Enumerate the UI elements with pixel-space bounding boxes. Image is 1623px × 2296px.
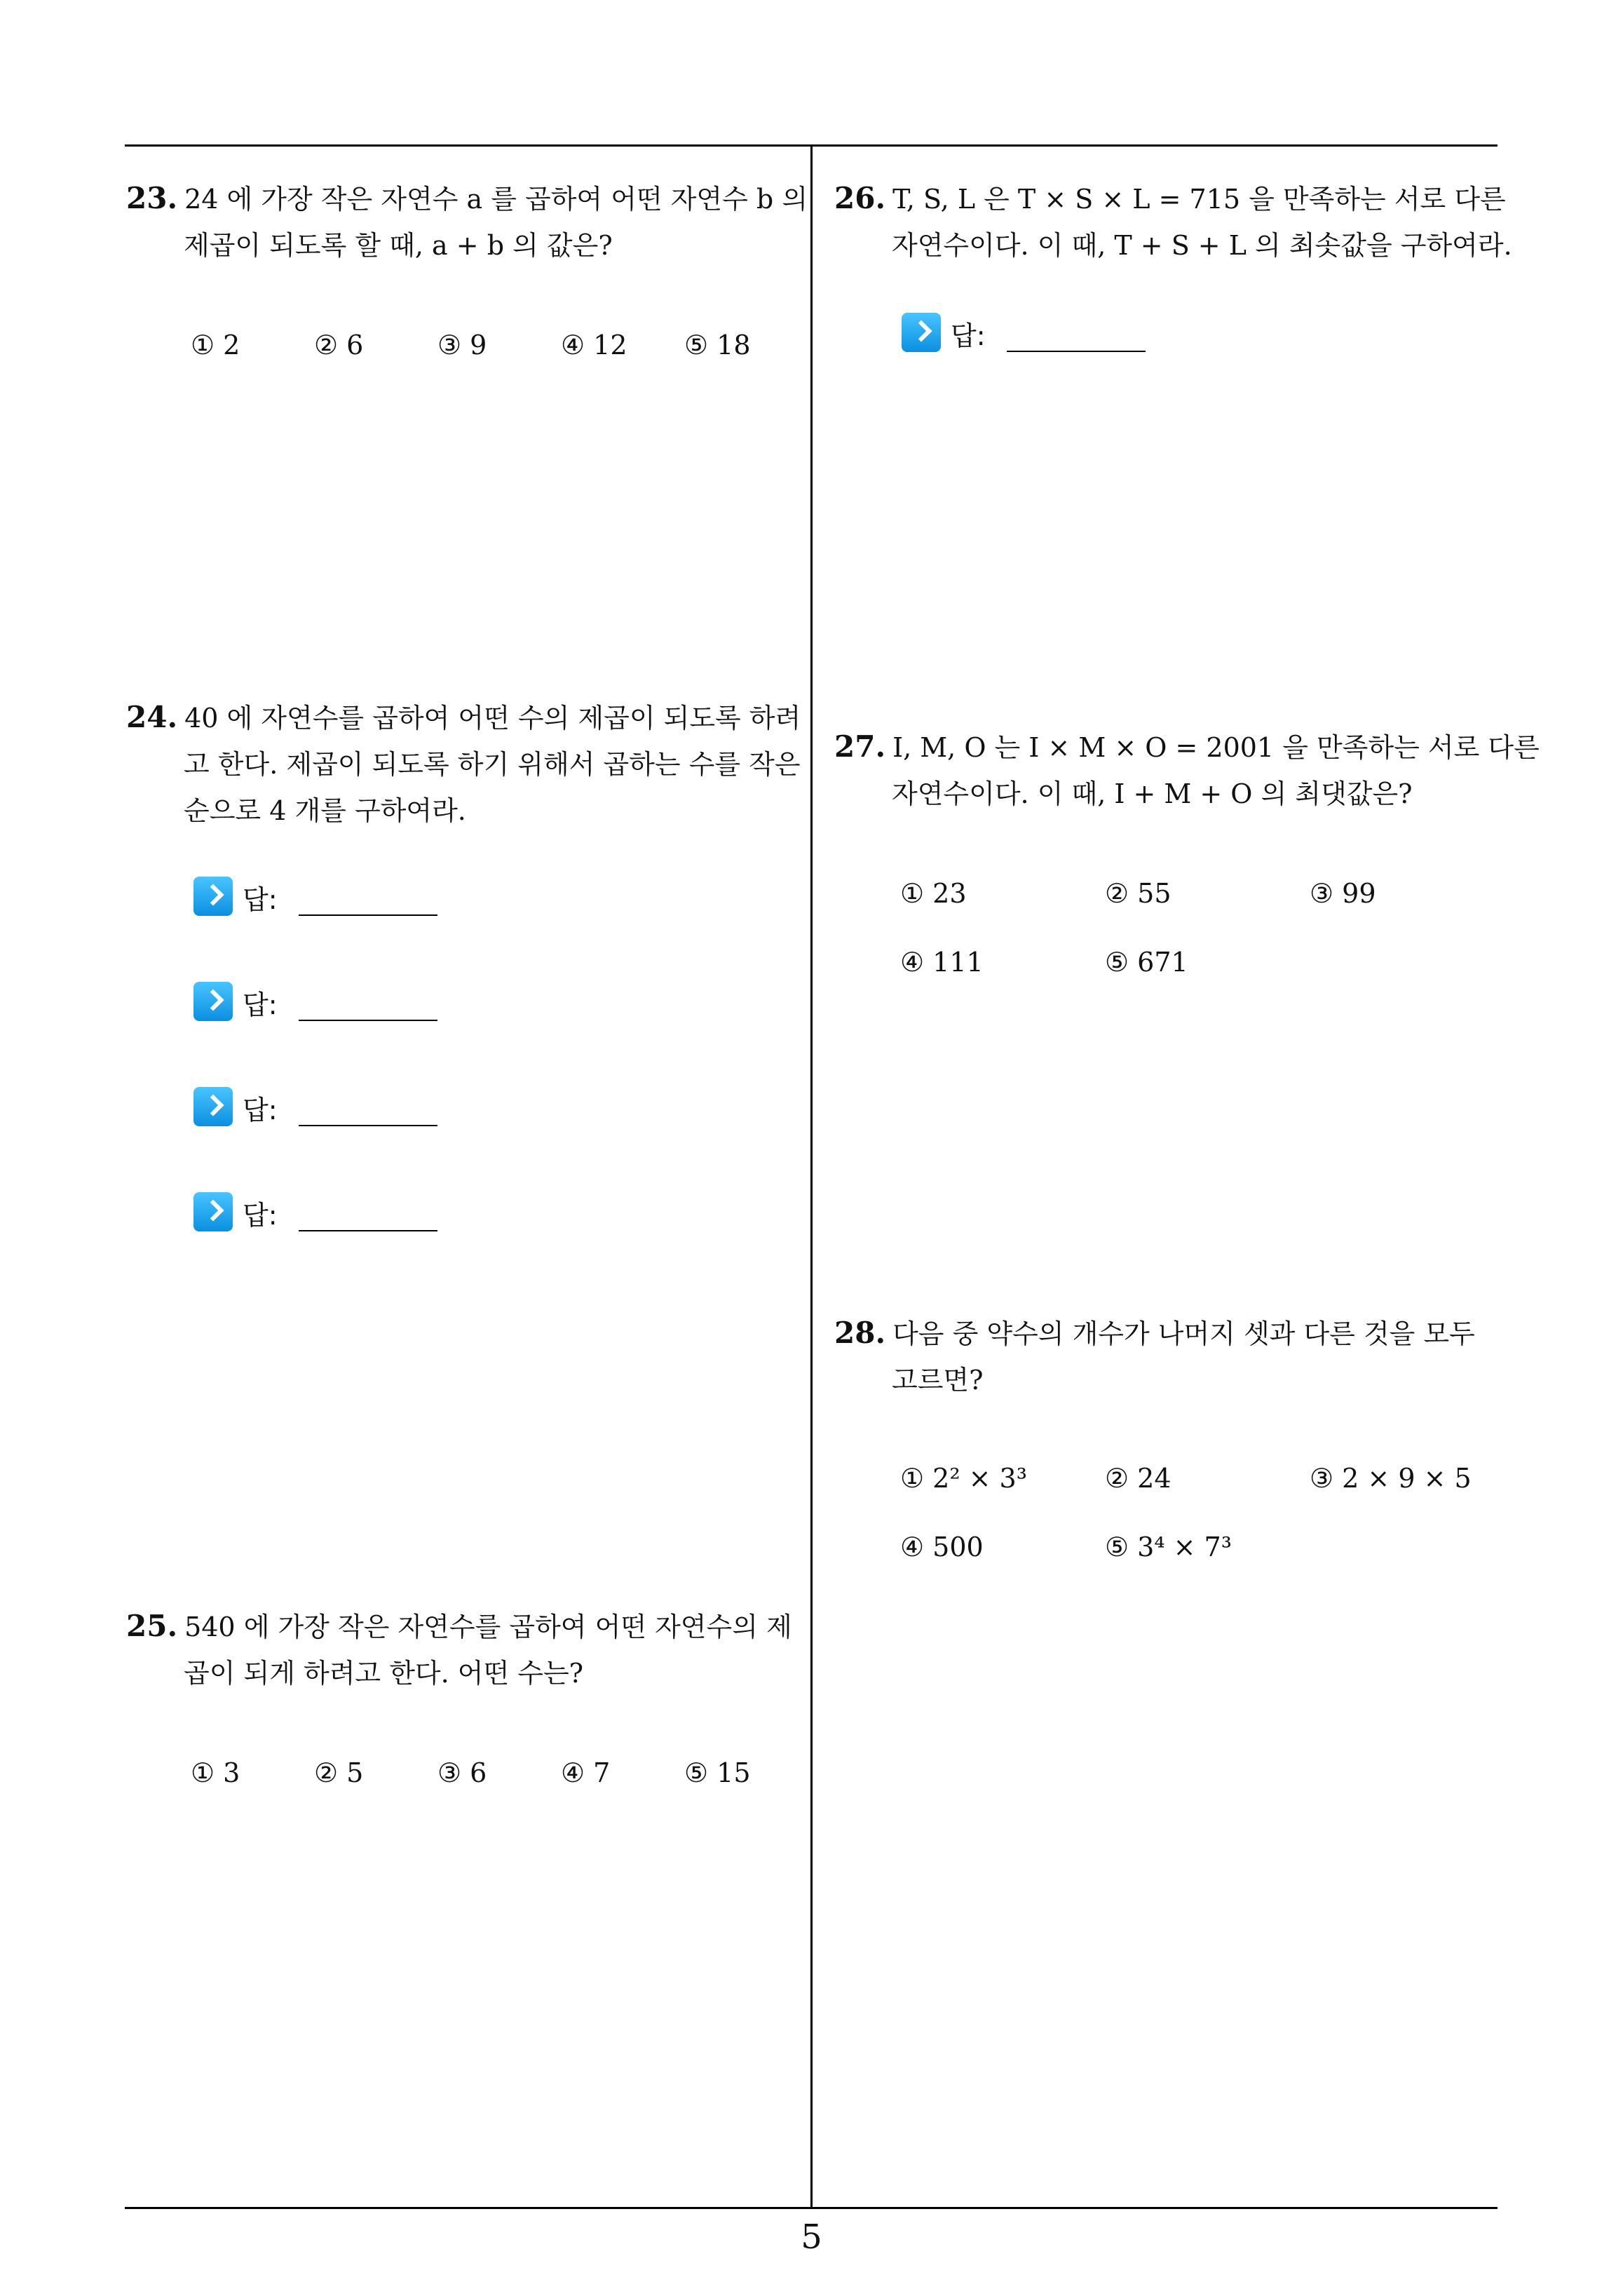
question-text: 고르면? bbox=[892, 1365, 984, 1396]
question-number: 24. bbox=[126, 700, 178, 734]
chevron-right-icon bbox=[902, 313, 941, 352]
page-number: 5 bbox=[801, 2217, 822, 2257]
question-text: 순으로 4 개를 구하여라. bbox=[184, 795, 466, 826]
choice-5[interactable]: ⑤ 18 bbox=[684, 330, 751, 360]
question-number: 26. bbox=[834, 181, 886, 215]
answer-field-24-1[interactable] bbox=[193, 872, 446, 921]
answer-label: 답: bbox=[243, 884, 278, 915]
choice-4[interactable]: ④ 500 bbox=[900, 1532, 984, 1562]
question-number: 23. bbox=[126, 181, 178, 215]
question-text: 제곱이 되도록 할 때, a + b 의 값은? bbox=[184, 230, 613, 261]
question-text: 24 에 가장 작은 자연수 a 를 곱하여 어떤 자연수 b 의 bbox=[184, 184, 808, 215]
choice-1[interactable]: ① 23 bbox=[900, 878, 967, 909]
question-24 bbox=[126, 694, 801, 834]
question-23 bbox=[126, 175, 808, 269]
choice-2[interactable]: ② 6 bbox=[314, 330, 364, 360]
question-text: I, M, O 는 I × M × O = 2001 을 만족하는 서로 다른 bbox=[892, 732, 1540, 763]
choice-4[interactable]: ④ 7 bbox=[561, 1757, 611, 1788]
choice-2[interactable]: ② 5 bbox=[314, 1757, 364, 1788]
question-text: 고 한다. 제곱이 되도록 하기 위해서 곱하는 수를 작은 bbox=[184, 749, 801, 780]
answer-field-24-4[interactable] bbox=[193, 1188, 446, 1237]
answer-blank[interactable] bbox=[1007, 351, 1146, 352]
question-28 bbox=[834, 1310, 1475, 1403]
question-text: 40 에 자연수를 곱하여 어떤 수의 제곱이 되도록 하려 bbox=[184, 703, 801, 734]
answer-label: 답: bbox=[243, 990, 278, 1020]
choice-3[interactable]: ③ 6 bbox=[437, 1757, 487, 1788]
chevron-right-icon bbox=[193, 877, 233, 916]
question-27 bbox=[834, 724, 1540, 817]
answer-label: 답: bbox=[951, 320, 986, 351]
choice-1[interactable]: ① 2² × 3³ bbox=[900, 1463, 1027, 1494]
answer-field-24-2[interactable] bbox=[193, 978, 446, 1027]
choice-1[interactable]: ① 3 bbox=[191, 1757, 240, 1788]
answer-field-26[interactable] bbox=[902, 309, 1154, 358]
question-text: 540 에 가장 작은 자연수를 곱하여 어떤 자연수의 제 bbox=[184, 1612, 792, 1642]
choice-5[interactable]: ⑤ 671 bbox=[1105, 947, 1188, 978]
question-text: 자연수이다. 이 때, I + M + O 의 최댓값은? bbox=[892, 778, 1413, 809]
choice-5[interactable]: ⑤ 15 bbox=[684, 1757, 751, 1788]
question-text: T, S, L 은 T × S × L = 715 을 만족하는 서로 다른 bbox=[892, 184, 1506, 215]
choice-3[interactable]: ③ 9 bbox=[437, 330, 487, 360]
question-number: 28. bbox=[834, 1316, 886, 1350]
question-text: 자연수이다. 이 때, T + S + L 의 최솟값을 구하여라. bbox=[892, 230, 1512, 261]
answer-label: 답: bbox=[243, 1200, 278, 1231]
choice-3[interactable]: ③ 99 bbox=[1310, 878, 1376, 909]
question-text: 곱이 되게 하려고 한다. 어떤 수는? bbox=[184, 1658, 584, 1689]
bottom-rule bbox=[125, 2207, 1498, 2209]
answer-field-24-3[interactable] bbox=[193, 1083, 446, 1132]
question-text: 다음 중 약수의 개수가 나머지 셋과 다른 것을 모두 bbox=[892, 1318, 1475, 1349]
choice-5[interactable]: ⑤ 3⁴ × 7³ bbox=[1105, 1532, 1232, 1562]
answer-blank[interactable] bbox=[299, 1125, 437, 1126]
question-25 bbox=[126, 1603, 792, 1696]
choice-4[interactable]: ④ 111 bbox=[900, 947, 984, 978]
choice-1[interactable]: ① 2 bbox=[191, 330, 240, 360]
answer-blank[interactable] bbox=[299, 1230, 437, 1231]
choice-2[interactable]: ② 24 bbox=[1105, 1463, 1172, 1494]
answer-label: 답: bbox=[243, 1095, 278, 1126]
answer-blank[interactable] bbox=[299, 1020, 437, 1021]
choice-3[interactable]: ③ 2 × 9 × 5 bbox=[1310, 1463, 1472, 1494]
question-26 bbox=[834, 175, 1512, 269]
column-divider bbox=[810, 144, 813, 2208]
answer-blank[interactable] bbox=[299, 914, 437, 916]
choice-2[interactable]: ② 55 bbox=[1105, 878, 1172, 909]
chevron-right-icon bbox=[193, 982, 233, 1021]
choice-4[interactable]: ④ 12 bbox=[561, 330, 627, 360]
chevron-right-icon bbox=[193, 1192, 233, 1231]
question-number: 25. bbox=[126, 1609, 178, 1643]
chevron-right-icon bbox=[193, 1087, 233, 1126]
question-number: 27. bbox=[834, 729, 886, 764]
